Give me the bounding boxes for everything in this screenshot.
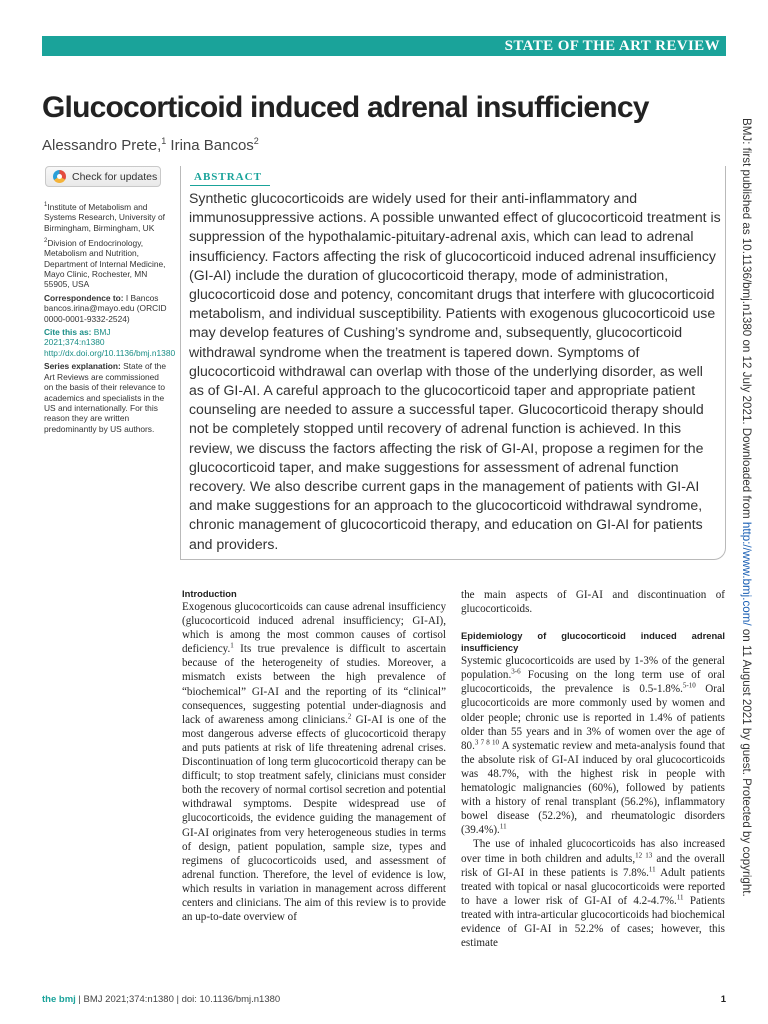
citation-doi-link[interactable]: BMJ 2021;374:n1380 http://dx.doi.org/10.1136/bmj.n1380 <box>44 327 176 358</box>
article-title: Glucocorticoid induced adrenal insufficiency <box>42 91 649 124</box>
abstract-text: Synthetic glucocorticoids are widely used for their anti-inflammatory and immunosuppressive actions. A possible unwanted effect of glucocorticoid treatment is suppression of the hypothalamic-pituitary-adrenal axis, which can lead to adrenal insufficiency. Factors affecting the risk of glucocorticoid induced adrenal insufficiency (GI-AI) include the duration of glucocorticoid therapy, mode of administration, glucocorticoid dose and potency, concomitant drugs that interfere with glucocorticoid metabolism, and individual susceptibility. Patients with exogenous glucocorticoid use may develop features of Cushing’s syndrome and, subsequently, glucocorticoid withdrawal syndrome when the treatment is tapered down. Symptoms of glucocorticoid withdrawal can overlap with those of the underlying disorder, as well as of GI-AI. A careful approach to the glucocorticoid taper and appropriate patient counseling are needed to assure a successful taper. Glucocorticoid therapy should not be completely stopped until recovery of adrenal function is achieved. In this review, we discuss the factors affecting the risk of GI-AI, propose a regimen for the glucocorticoid taper, and make suggestions for assessment of adrenal function recovery. We also describe current gaps in the management of patients with GI-AI and make suggestions for an approach to the glucocorticoid withdrawal syndrome, chronic management of glucocorticoid therapy, and education on GI-AI for patients and providers. <box>189 190 721 552</box>
bmj-logo: the bmj <box>42 994 76 1005</box>
bmj-site-link[interactable]: http://www.bmj.com/ <box>740 521 753 626</box>
affiliation-marker: 2 <box>44 238 48 245</box>
citation-ref[interactable]: 11 <box>648 864 656 873</box>
affiliation-text: Division of Endocrinology, Metabolism and Nutrition, Department of Internal Medicine, Mayo Clinic, Rochester, MN 55905, USA <box>44 237 166 290</box>
author-list <box>42 136 259 154</box>
correspondence-email[interactable]: I Bancos bancos.irina@mayo.edu (ORCID 0000-0001-9332-2524) <box>44 292 167 324</box>
citation-ref[interactable]: 1 <box>230 641 234 650</box>
body-paragraph: The use of inhaled glucocorticoids has also increased over time in both children and adults,$^{12 13}$ and the overall risk of GI-AI in these patients is 7.8%.$^{11}$ Adult patients treated with topical or nasal glucocorticoids were reported to have a lower risk of GI-AI of 4.2-4.7%.$^{11}$ Patients treated with intra-articular glucocorticoids had biochemical evidence of GI-AI in 52.2% of cases; however, this estimate <box>461 838 726 950</box>
body-paragraph: Exogenous glucocorticoids can cause adrenal insufficiency (glucocorticoid induced adrenal insufficiency; GI-AI), which is among the most common causes of cortisol deficiency.$^1$ Its true prevalence is difficult to ascertain because of the heterogeneity of studies. Moreover, a mismatch exists between the high prevalence of “biochemical” GI-AI and the reporting of its “clinical” consequences, suggesting potential under-diagnosis and lack of awareness among clinicians.$^2$ GI-AI is one of the most dangerous adverse effects of glucocorticoid therapy and puts patients at risk of life threatening adrenal crises. Discontinuation of long term glucocorticoid therapy can be difficult; to stop treatment safely, clinicians must consider both the recovery of normal cortisol secretion and potential withdrawal symptoms. Despite widespread use of glucocorticoids, the evidence guiding the management of GI-AI originates from very heterogeneous studies in terms of design, patient population, sample size, types and regimens of glucocorticoids used, and assessment of adrenal function. Therefore, the level of evidence is low, which results in variation in management across different centers and clinicians. The aim of this review is to provide an up-to-date overview of <box>182 601 447 924</box>
author-name[interactable]: Irina Bancos <box>166 137 254 154</box>
article-info-sidebar <box>44 200 176 437</box>
citation-ref[interactable]: 5-10 <box>682 681 696 690</box>
abstract-heading-rule <box>190 185 270 186</box>
check-for-updates-button[interactable] <box>45 166 161 187</box>
citation-ref[interactable]: 2 <box>347 712 352 721</box>
page-footer <box>42 994 726 1005</box>
correspondence <box>44 293 170 324</box>
copyright-text: on 11 August 2021 by guest. Protected by copyright. <box>740 625 753 897</box>
body-paragraph: Systemic glucocorticoids are used by 1-3% of the general population.$^{3-6}$ Focusing on the long term use of oral glucocorticoids, the prevalence is 0.5-1.8%.$^{5-10}$ Oral glucocorticoids are more commonly used by women and older people; chronic use is reported in 1.4% of patients older than 55 years and in 3% of women over the age of 80.$^{3 7 8 10}$ A systematic review and meta-analysis found that the absolute risk of GI-AI induced by oral glucocorticoids was 48.7%, with the highest risk in people with hematologic malignancies (60%), followed by patients with a history of renal transplant (56.2%), inflammatory bowel disease (52.2%), and rheumatologic disorders (39.4%).$^{11}$ <box>461 655 725 837</box>
citation-ref[interactable]: 3-6 <box>511 667 521 676</box>
series-explanation <box>44 361 170 434</box>
author-name[interactable]: Alessandro Prete, <box>42 137 162 154</box>
check-for-updates-label: Check for updates <box>72 170 158 183</box>
body-paragraph: the main aspects of GI-AI and discontinuation of glucocorticoids. <box>461 589 725 616</box>
affiliation-1 <box>44 200 170 233</box>
abstract-heading: ABSTRACT <box>194 171 262 183</box>
affiliation-marker: 2 <box>253 136 259 146</box>
affiliation-marker: 1 <box>161 136 167 146</box>
section-heading-introduction: Introduction <box>182 588 237 599</box>
body-column-left <box>182 588 446 924</box>
series-text: State of the Art Reviews are commissioned on the basis of their relevance to academics and specialists in the US and internationally. For this reason they are written predominantly by US authors. <box>44 361 166 434</box>
copyright-text: BMJ: first published as 10.1136/bmj.n1380 on 12 July 2021. Downloaded from <box>740 118 753 522</box>
citation-ref[interactable]: 3 7 8 10 <box>474 738 500 747</box>
body-column-right <box>461 588 725 950</box>
affiliation-2 <box>44 236 170 290</box>
citation <box>44 327 176 358</box>
crossmark-icon <box>53 170 66 183</box>
citation-ref[interactable]: 12 13 <box>635 850 653 859</box>
section-heading-epidemiology: Epidemiology of glucocorticoid induced adrenal insufficiency <box>461 630 725 654</box>
series-label: Series explanation: <box>44 361 121 372</box>
citation-ref[interactable]: 11 <box>676 893 684 902</box>
citation-ref[interactable]: 11 <box>499 822 507 831</box>
affiliation-marker: 1 <box>44 202 48 208</box>
citation-label: Cite this as: <box>44 327 92 338</box>
affiliation-text: Institute of Metabolism and Systems Research, University of Birmingham, Birmingham, UK <box>44 201 166 233</box>
footer-citation: | BMJ 2021;374:n1380 | doi: 10.1136/bmj.n1380 <box>75 994 281 1005</box>
correspondence-label: Correspondence to: <box>44 292 124 303</box>
copyright-sidebar <box>738 118 754 908</box>
page-number: 1 <box>720 994 726 1005</box>
section-banner: STATE OF THE ART REVIEW <box>42 36 726 56</box>
